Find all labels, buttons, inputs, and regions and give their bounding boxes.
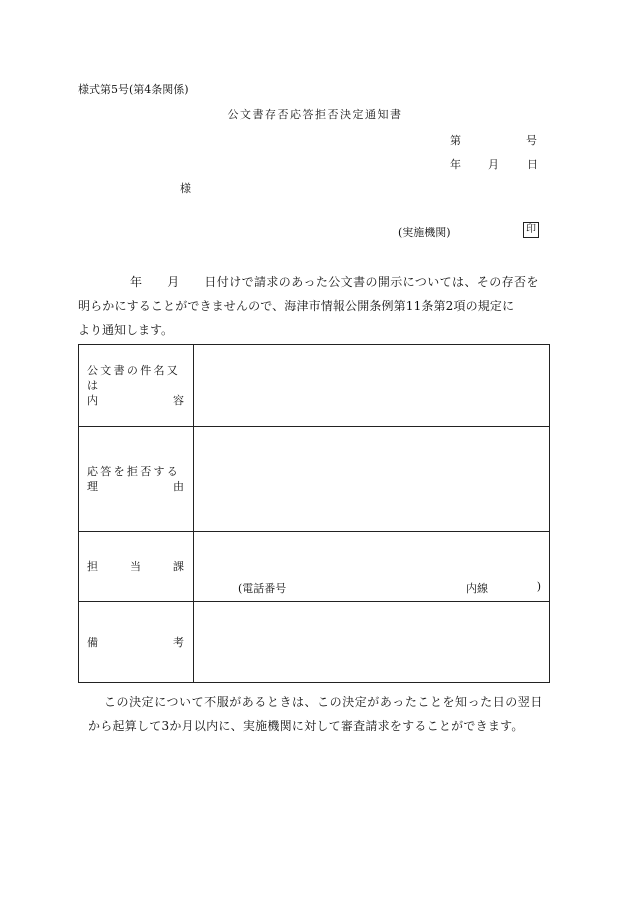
closing-line: この決定について不服があるときは、この決定があったことを知った日の翌日 xyxy=(104,695,543,709)
phone-open-label: (電話番号 xyxy=(238,582,287,595)
subject-label-part: 内 xyxy=(87,394,98,407)
implementing-agency-label: (実施機関) xyxy=(398,226,451,239)
subject-value-cell[interactable] xyxy=(194,345,550,427)
seal-mark: 印 xyxy=(523,222,539,238)
section-label-cell xyxy=(79,532,194,602)
body-paragraph xyxy=(78,270,553,342)
table-row-remarks xyxy=(79,602,550,683)
remarks-label-part: 考 xyxy=(173,635,184,649)
date-month-label: 月 xyxy=(488,158,499,171)
table-row-section xyxy=(79,532,550,602)
body-line: 年 月 日付けで請求のあった公文書の開示については、その存否を xyxy=(130,275,539,289)
reason-value-cell[interactable] xyxy=(194,427,550,532)
subject-label-cell xyxy=(79,345,194,427)
phone-extension-label: 内線 xyxy=(466,582,488,595)
addressee-suffix: 様 xyxy=(180,182,191,195)
remarks-value-cell[interactable] xyxy=(194,602,550,683)
body-line: 明らかにすることができませんので、海津市情報公開条例第11条第2項の規定に xyxy=(78,299,515,313)
reason-label-part: 理 xyxy=(87,480,98,493)
closing-line: から起算して3か月以内に、実施機関に対して審査請求をすることができます。 xyxy=(88,719,524,733)
section-value-cell[interactable] xyxy=(194,532,550,602)
remarks-label-cell xyxy=(79,602,194,683)
reason-label-cell xyxy=(79,427,194,532)
table-row-subject xyxy=(79,345,550,427)
subject-label: 公文書の件名又は xyxy=(87,364,181,392)
table-row-reason xyxy=(79,427,550,532)
remarks-label-part: 備 xyxy=(87,635,98,649)
reason-label: 応答を拒否する xyxy=(87,465,181,478)
date-year-label: 年 xyxy=(450,158,461,171)
subject-label-part: 容 xyxy=(173,394,184,407)
phone-number-line xyxy=(238,580,541,596)
notice-form-table xyxy=(78,344,550,683)
reason-label-part: 由 xyxy=(173,480,184,493)
document-title: 公文書存否応答拒否決定通知書 xyxy=(227,108,403,121)
section-label-part: 課 xyxy=(173,560,184,573)
closing-paragraph xyxy=(78,690,553,738)
body-line: より通知します。 xyxy=(78,323,174,337)
section-label-part: 当 xyxy=(130,560,141,573)
date-day-label: 日 xyxy=(527,158,538,171)
number-label-dai: 第 xyxy=(450,134,461,147)
form-number: 様式第5号(第4条関係) xyxy=(78,83,189,96)
section-label-part: 担 xyxy=(87,560,98,573)
number-label-go: 号 xyxy=(526,134,537,147)
phone-close-paren: ) xyxy=(536,580,541,593)
